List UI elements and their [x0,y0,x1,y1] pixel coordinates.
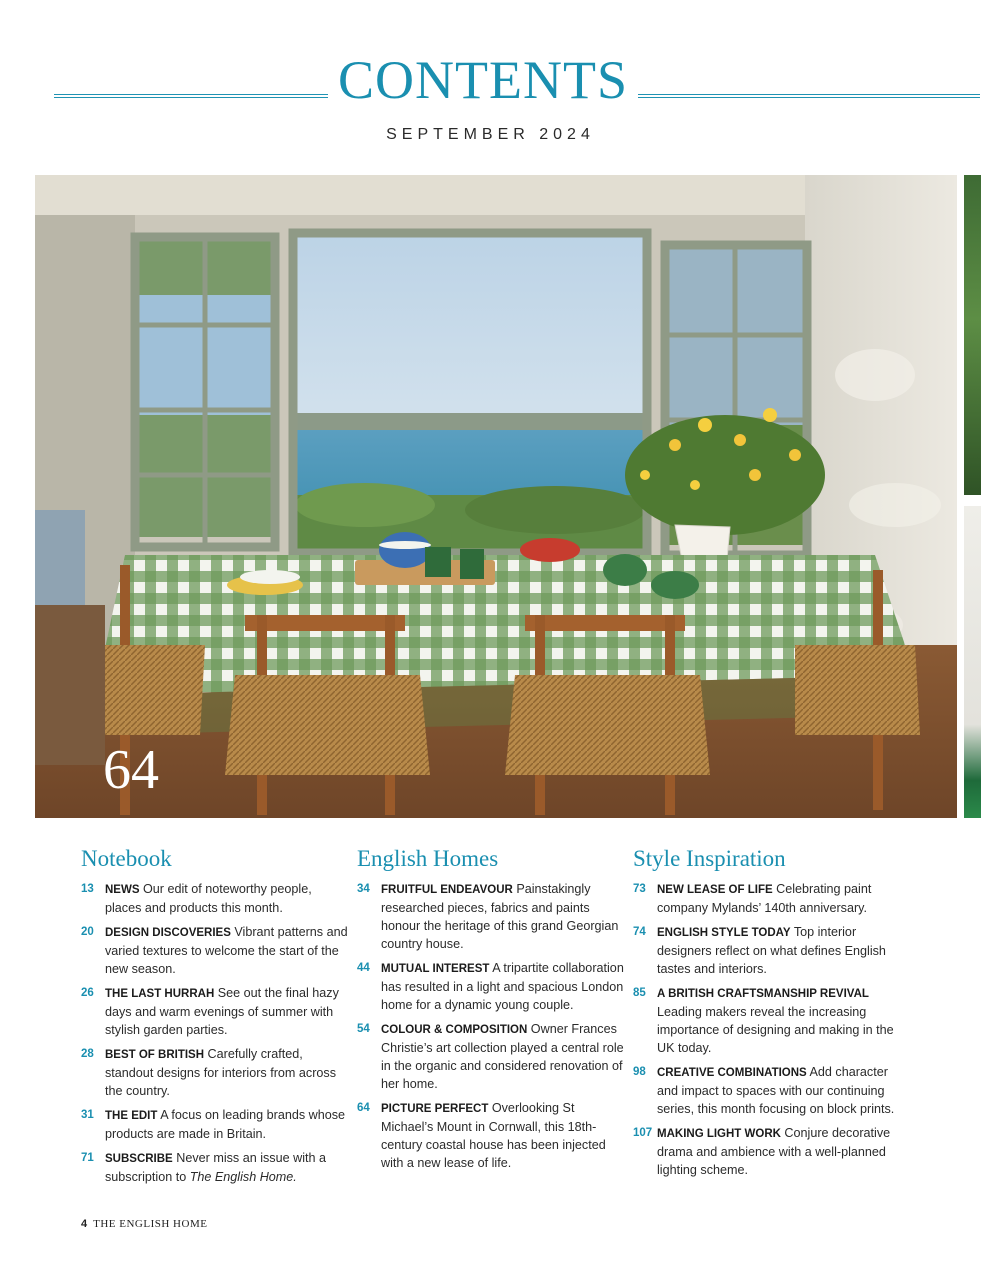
entry-page-number: 26 [81,987,94,999]
entry-title: NEW LEASE OF LIFE [657,884,773,896]
dining-room-illustration [35,175,957,818]
entry-title: CREATIVE COMBINATIONS [657,1067,807,1079]
contents-entry[interactable] [633,923,901,978]
entry-description: Conjure decorative drama and ambience with a well-planned lighting scheme. [657,1126,891,1177]
feature-photo[interactable] [35,175,957,818]
entry-description: Carefully crafted, standout designs for interiors from across the country. [105,1047,336,1098]
entry-page-number: 31 [81,1109,94,1121]
entry-description: Overlooking St Michael’s Mount in Cornwall, this 18th-century coastal house has been injected with a new lease of life. [381,1101,606,1170]
entry-page-number: 64 [357,1102,370,1114]
entry-title: MAKING LIGHT WORK [657,1128,781,1140]
entry-title: THE LAST HURRAH [105,988,215,1000]
contents-entry[interactable] [357,880,625,953]
contents-entry[interactable] [81,923,349,978]
folio-publication: THE ENGLISH HOME [93,1218,208,1230]
entry-page-number: 98 [633,1066,646,1078]
photo-page-number: 64 [103,739,159,801]
contents-entry[interactable] [357,959,625,1014]
entry-page-number: 44 [357,962,370,974]
entry-title: COLOUR & COMPOSITION [381,1024,528,1036]
page-title: CONTENTS [338,50,628,110]
masthead [0,0,981,170]
entry-description: Our edit of noteworthy people, places and products this month. [105,882,312,915]
entry-description: Leading makers reveal the increasing importance of designing and making in the UK today. [657,1005,894,1055]
contents-entry[interactable] [81,880,349,917]
entry-page-number: 74 [633,926,646,938]
entry-description: A tripartite collaboration has resulted in a light and spacious London home for a dynamic young couple. [381,961,624,1012]
section-heading: Notebook [81,846,172,871]
entry-title: A BRITISH CRAFTSMANSHIP REVIVAL [657,988,869,1000]
contents-entry[interactable] [633,880,901,917]
contents-entry[interactable] [81,1045,349,1100]
contents-entry[interactable] [81,1106,349,1143]
contents-entry[interactable] [633,1124,901,1179]
entry-title: PICTURE PERFECT [381,1103,489,1115]
entry-page-number: 28 [81,1048,94,1060]
issue-date: SEPTEMBER 2024 [386,126,595,143]
entry-page-number: 20 [81,926,94,938]
entry-title: MUTUAL INTEREST [381,963,490,975]
magazine-name: The English Home. [189,1170,297,1184]
entry-title: BEST OF BRITISH [105,1049,205,1061]
entry-page-number: 54 [357,1023,370,1035]
adjacent-photo-bottom [964,506,981,818]
title-rule-right [638,94,980,98]
entry-page-number: 73 [633,883,646,895]
section-style-inspiration [633,845,901,1185]
entry-page-number: 13 [81,883,94,895]
contents-entry[interactable] [357,1099,625,1172]
entry-description: Add character and impact to spaces with our continuing series, this month focusing on block prints. [657,1065,895,1116]
entry-description: Top interior designers reflect on what defines English tastes and interiors. [657,925,886,976]
contents-entry[interactable] [633,984,901,1057]
entry-page-number: 85 [633,987,646,999]
entry-page-number: 107 [633,1127,653,1139]
adjacent-photo-top [964,175,981,495]
entry-description: Painstakingly researched pieces, fabrics and paints honour the heritage of this grand Georgian country house. [381,882,619,951]
contents-entry[interactable] [81,984,349,1039]
section-heading: English Homes [357,846,499,871]
entry-description: Owner Frances Christie’s art collection played a central role in the organic and considered renovation of her home. [381,1022,624,1091]
entry-description: Never miss an issue with a subscription to [105,1151,327,1184]
entry-title: DESIGN DISCOVERIES [105,927,231,939]
contents-entry[interactable] [633,1063,901,1118]
entry-title: FRUITFUL ENDEAVOUR [381,884,513,896]
contents-entry[interactable] [81,1149,349,1186]
entry-description: A focus on leading brands whose products are made in Britain. [105,1108,346,1141]
entry-page-number: 34 [357,883,370,895]
entry-title: ENGLISH STYLE TODAY [657,927,791,939]
contents-entry[interactable] [357,1020,625,1093]
entry-description: Vibrant patterns and varied textures to welcome the start of the new season. [105,925,348,976]
section-heading: Style Inspiration [633,846,786,871]
title-rule-left [54,94,328,98]
folio [81,1218,207,1230]
entry-title: NEWS [105,884,140,896]
section-english-homes [357,845,625,1178]
folio-page-number: 4 [81,1218,88,1230]
entry-title: THE EDIT [105,1110,158,1122]
section-notebook [81,845,349,1192]
entry-page-number: 71 [81,1152,94,1164]
entry-description: See out the final hazy days and warm evenings of summer with stylish garden parties. [105,986,339,1037]
entry-title: SUBSCRIBE [105,1153,173,1165]
entry-description: Celebrating paint company Mylands’ 140th anniversary. [657,882,872,915]
